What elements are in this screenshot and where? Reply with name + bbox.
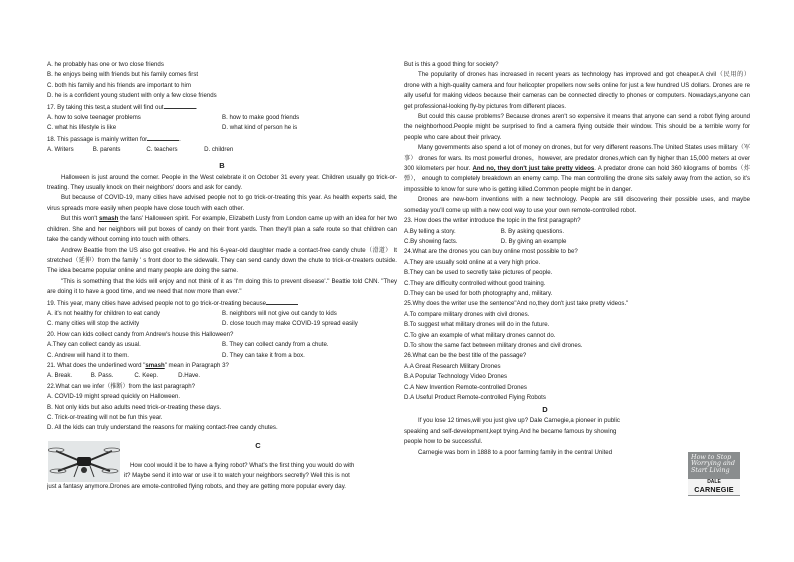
c-line-1: How cool would it be to have a flying robot? What's the first thing you would do with (130, 462, 355, 469)
underlined-sentence: And no, they don't just take pretty videos (472, 165, 595, 173)
drone-icon (48, 441, 120, 482)
q23-options-row1 (404, 227, 750, 237)
q18-text: 18. This passage is mainly written for (47, 135, 148, 143)
section-d-heading: D (542, 405, 548, 415)
q26-option-c: C.A New Invention Remote-controlled Drones (404, 383, 527, 391)
q18-option-d: D. children (204, 146, 234, 154)
q23-stem: 23. How does the writer introduce the topic in the first paragraph? (404, 217, 581, 225)
q21-end: " mean in Paragraph 3? (164, 361, 229, 369)
q20-option-a: A.They can collect candy as usual. (47, 341, 141, 349)
q18-stem (47, 134, 397, 145)
q21-word: smash (145, 361, 165, 369)
q23-option-d: D. By giving an example (500, 237, 567, 245)
b-paragraph-3 (47, 214, 397, 245)
q19-blank (266, 298, 298, 305)
c-paragraph-4 (404, 143, 750, 195)
d-line-4: Carnegie was born in 1888 to a poor farming family in the central United (418, 448, 613, 456)
q16-option-c: C. both his family and his friends are important to him (47, 81, 191, 89)
q21-option-a: A. Break. (47, 372, 73, 380)
q16-option-d: D. he is a confident young student with only a few close friends (47, 92, 217, 100)
q19-stem (47, 298, 397, 309)
drone-photo (48, 441, 120, 482)
q19-option-d: D. close touch may make COVID-19 spread easily (222, 320, 358, 328)
q21-options (47, 371, 397, 381)
q21-option-c: C. Keep. (134, 372, 159, 380)
q26-option-d: D.A Useful Product Remote-controlled Flying Robots (404, 394, 546, 401)
c-question-society: But is this a good thing for society? (404, 61, 499, 68)
q24-option-c: C.They are difficulty controlled without good training. (404, 279, 546, 287)
q17-text: 17. By taking this test,a student will find out (47, 103, 164, 111)
q17-options-row1 (47, 113, 397, 123)
left-column (47, 60, 397, 434)
q21-start: 21. What does the underlined word " (47, 361, 146, 369)
q18-option-c: C. teachers (146, 146, 178, 154)
c-paragraph-5: Drones are new-born inventions with a new technology. People are still discovering their possible uses, and maybe someday you'll come up with a new cool way to use your own remote-controlled robot. (404, 196, 750, 214)
q24-option-a: A.They are usually sold online at a very high price. (404, 258, 541, 266)
q22-option-a: A. COVID-19 might spread quickly on Halloween. (47, 393, 181, 401)
b-paragraph-2: But because of COVID-19, many cities have advised people not to go trick-or-treating this year. As health experts said, the virus spreads more easily when people have close touch with each other. (47, 194, 397, 212)
q23-option-b: B. By asking questions. (500, 227, 565, 235)
q17-tail: . (195, 103, 198, 111)
section-b-heading: B (219, 160, 225, 170)
q19-option-c: C. many cities will stop the activity (47, 320, 140, 328)
q18-tail: . (179, 135, 181, 143)
q20-option-d: D. They can take it from a box. (222, 351, 305, 359)
q20-options-row2 (47, 351, 397, 361)
q19-options-row2 (47, 319, 397, 329)
section-c-intro (124, 441, 392, 482)
q17-option-d: D. what kind of person he is (222, 124, 298, 132)
underlined-word-smash: smash (99, 215, 119, 223)
q22-option-c: C. Trick-or-treating will not be fun this year. (47, 414, 163, 421)
q26-option-a: A.A Great Research Military Drones (404, 362, 501, 370)
b-paragraph-1: Halloween is just around the corner. People in the West celebrate it on October 31 every year. Children usually go trick-or-treating. They usually knock on their neighbors' doors and ask for candy. (47, 173, 397, 192)
c-paragraph-3: But could this cause problems? Because drones aren't so expensive it means that anyone can send a robot flying around the neighborhood.People might be surprised to find a camera flying outside their window. This should be a terrible worry for people who care about their privacy. (404, 113, 750, 141)
q24-stem: 24.What are the drones you can buy online most possible to be? (404, 248, 578, 256)
q17-stem (47, 102, 397, 113)
q22-option-b: B. Not only kids but also adults need trick-or-treating these days. (47, 403, 222, 411)
q19-options-row1 (47, 309, 397, 319)
right-column (404, 60, 750, 458)
q20-option-c: C. Andrew will hand it to them. (47, 351, 129, 359)
c-line-2: it? Maybe send it into war or use it to watch your neighbors secretly? Well this is not (124, 472, 350, 480)
q18-options (47, 145, 397, 155)
d-line-1: If you lose 12 times,will you just give up? Dale Carnegie,a pioneer in public (418, 417, 620, 425)
q25-stem: 25.Why does the writer use the sentence"And no,they don't just take pretty videos." (404, 300, 629, 308)
b-paragraph-4: Andrew Beattie from the US also got creative. He and his 6-year-old daughter made a contact-free candy chute（滑道） It stretched（延伸）from the family ' s front door to the sidewalk. They can send candy down the chute to trick-or-treaters outside. The idea became popular online and many people are doing the same. (47, 246, 397, 275)
b-p3-start: But this won't (61, 215, 100, 223)
book-author-last: CARNEGIE (694, 485, 734, 494)
q20-options-row1 (47, 340, 397, 350)
book-author-first: DALE (707, 479, 721, 485)
q17-options-row2 (47, 123, 397, 133)
q19-option-b: B. neighbors will not give out candy to kids (222, 309, 337, 317)
book-title: How to Stop Worrying and Start Living (691, 453, 736, 474)
q20-option-b: B. They can collect candy from a chute. (222, 341, 329, 349)
q18-option-b: B. parents (92, 146, 121, 154)
q21-stem (47, 361, 397, 371)
d-line-3: people how to be successful. (404, 438, 483, 446)
q17-option-a: A. how to solve teenager problems (47, 114, 141, 122)
q24-option-d: D.They can be used for both photography and, military. (404, 289, 553, 297)
q22-stem: 22.What can we infer（推断）from the last paragraph? (47, 382, 196, 390)
q16-option-a: A. he probably has one or two close friends (47, 61, 164, 68)
b-p3-rest: the fans' Halloween spirit. For example, Elizabeth Lusty from London came up with an idea for her two children. She and her neighbors will put boxes of candy on their front yards. Then they'll plan a safe route so that children can take the candy without coming into touch with others. (47, 215, 397, 244)
q16-option-b: B. he enjoys being with friends but his family comes first (47, 71, 199, 79)
q25-option-c: C.To give an example of what military drones cannot do. (404, 331, 556, 339)
q17-option-c: C. what his lifestyle is like (47, 124, 117, 132)
q23-options-row2 (404, 237, 750, 247)
q17-blank (164, 102, 196, 109)
q26-stem: 26.What can be the best title of the passage? (404, 352, 527, 360)
q17-option-b: B. how to make good friends (222, 114, 300, 122)
q18-option-a: A. Writers (47, 146, 74, 154)
q22-option-d: D. All the kids can truly understand the reasons for making contact-free candy chutes. (47, 424, 278, 432)
c-line-3: just a fantasy anymore.Drones are emote-controlled flying robots, and they are getting more popular every day. (47, 483, 346, 490)
q25-option-b: B.To suggest what military drones will do in the future. (404, 321, 550, 329)
q25-option-d: D.To show the same fact between military drones and civil drones. (404, 341, 583, 349)
q21-option-d: D.Have. (178, 372, 201, 380)
q26-option-b: B.A Popular Technology Video Drones (404, 373, 508, 381)
q21-option-b: B. Pass. (90, 372, 114, 380)
q20-stem: 20. How can kids collect candy from Andrew's house this Halloween? (47, 330, 234, 338)
c-p4-start: Many governments also spend a lot of money on drones, but for very different reasons.The United States uses military（军事） drones for wars. Its most powerful drones，however, are predator drones,which can fly higher than 15,000 meters at over 300 kilometers per hour. (404, 144, 750, 173)
q19-text: 19. This year, many cities have advised people not to go trick-or-treating because (47, 299, 267, 307)
d-line-2: speaking and self-development,kept trying.And he became famous by showing (404, 427, 617, 435)
b-paragraph-5: "This is something that the kids will enjoy and not think of it as 'I'm doing this to prevent disease'." Beattie told CNN. "They are doing it to have a good time, and we need that now more than ever." (47, 277, 397, 296)
q18-blank (147, 134, 179, 141)
q19-option-a: A. it's not healthy for children to eat candy (47, 309, 160, 317)
q23-option-a: A.By telling a story. (404, 227, 456, 235)
c-paragraph-2: The popularity of drones has increased in recent years as technology has improved and got cheaper.A civil（民用的） drone with a high-quality camera and four helicopter propellers now sells online for just a few hundred US dollars. Drones are re ally useful for making videos because their cameras can be connected directly to phones or computers. Nowadays,anyone can get professional-looking fly-by pictures from different places. (404, 71, 750, 110)
q25-option-a: A.To compare military drones with civil drones. (404, 310, 530, 318)
q23-option-c: C.By showing facts. (404, 237, 458, 245)
section-c-heading: C (255, 441, 261, 450)
c-p4-rest: . A predator drone can hold 360 kilograms of bombs（炸弹）， enough to completely breakdown an enemy camp. The man controlling the drone sits safely away from the action, so it's impossible to know for sure who is getting killed.Common people might be in danger. (404, 165, 750, 193)
q24-option-b: B.They can be used to secretly take pictures of people. (404, 269, 553, 277)
book-cover (688, 452, 740, 496)
